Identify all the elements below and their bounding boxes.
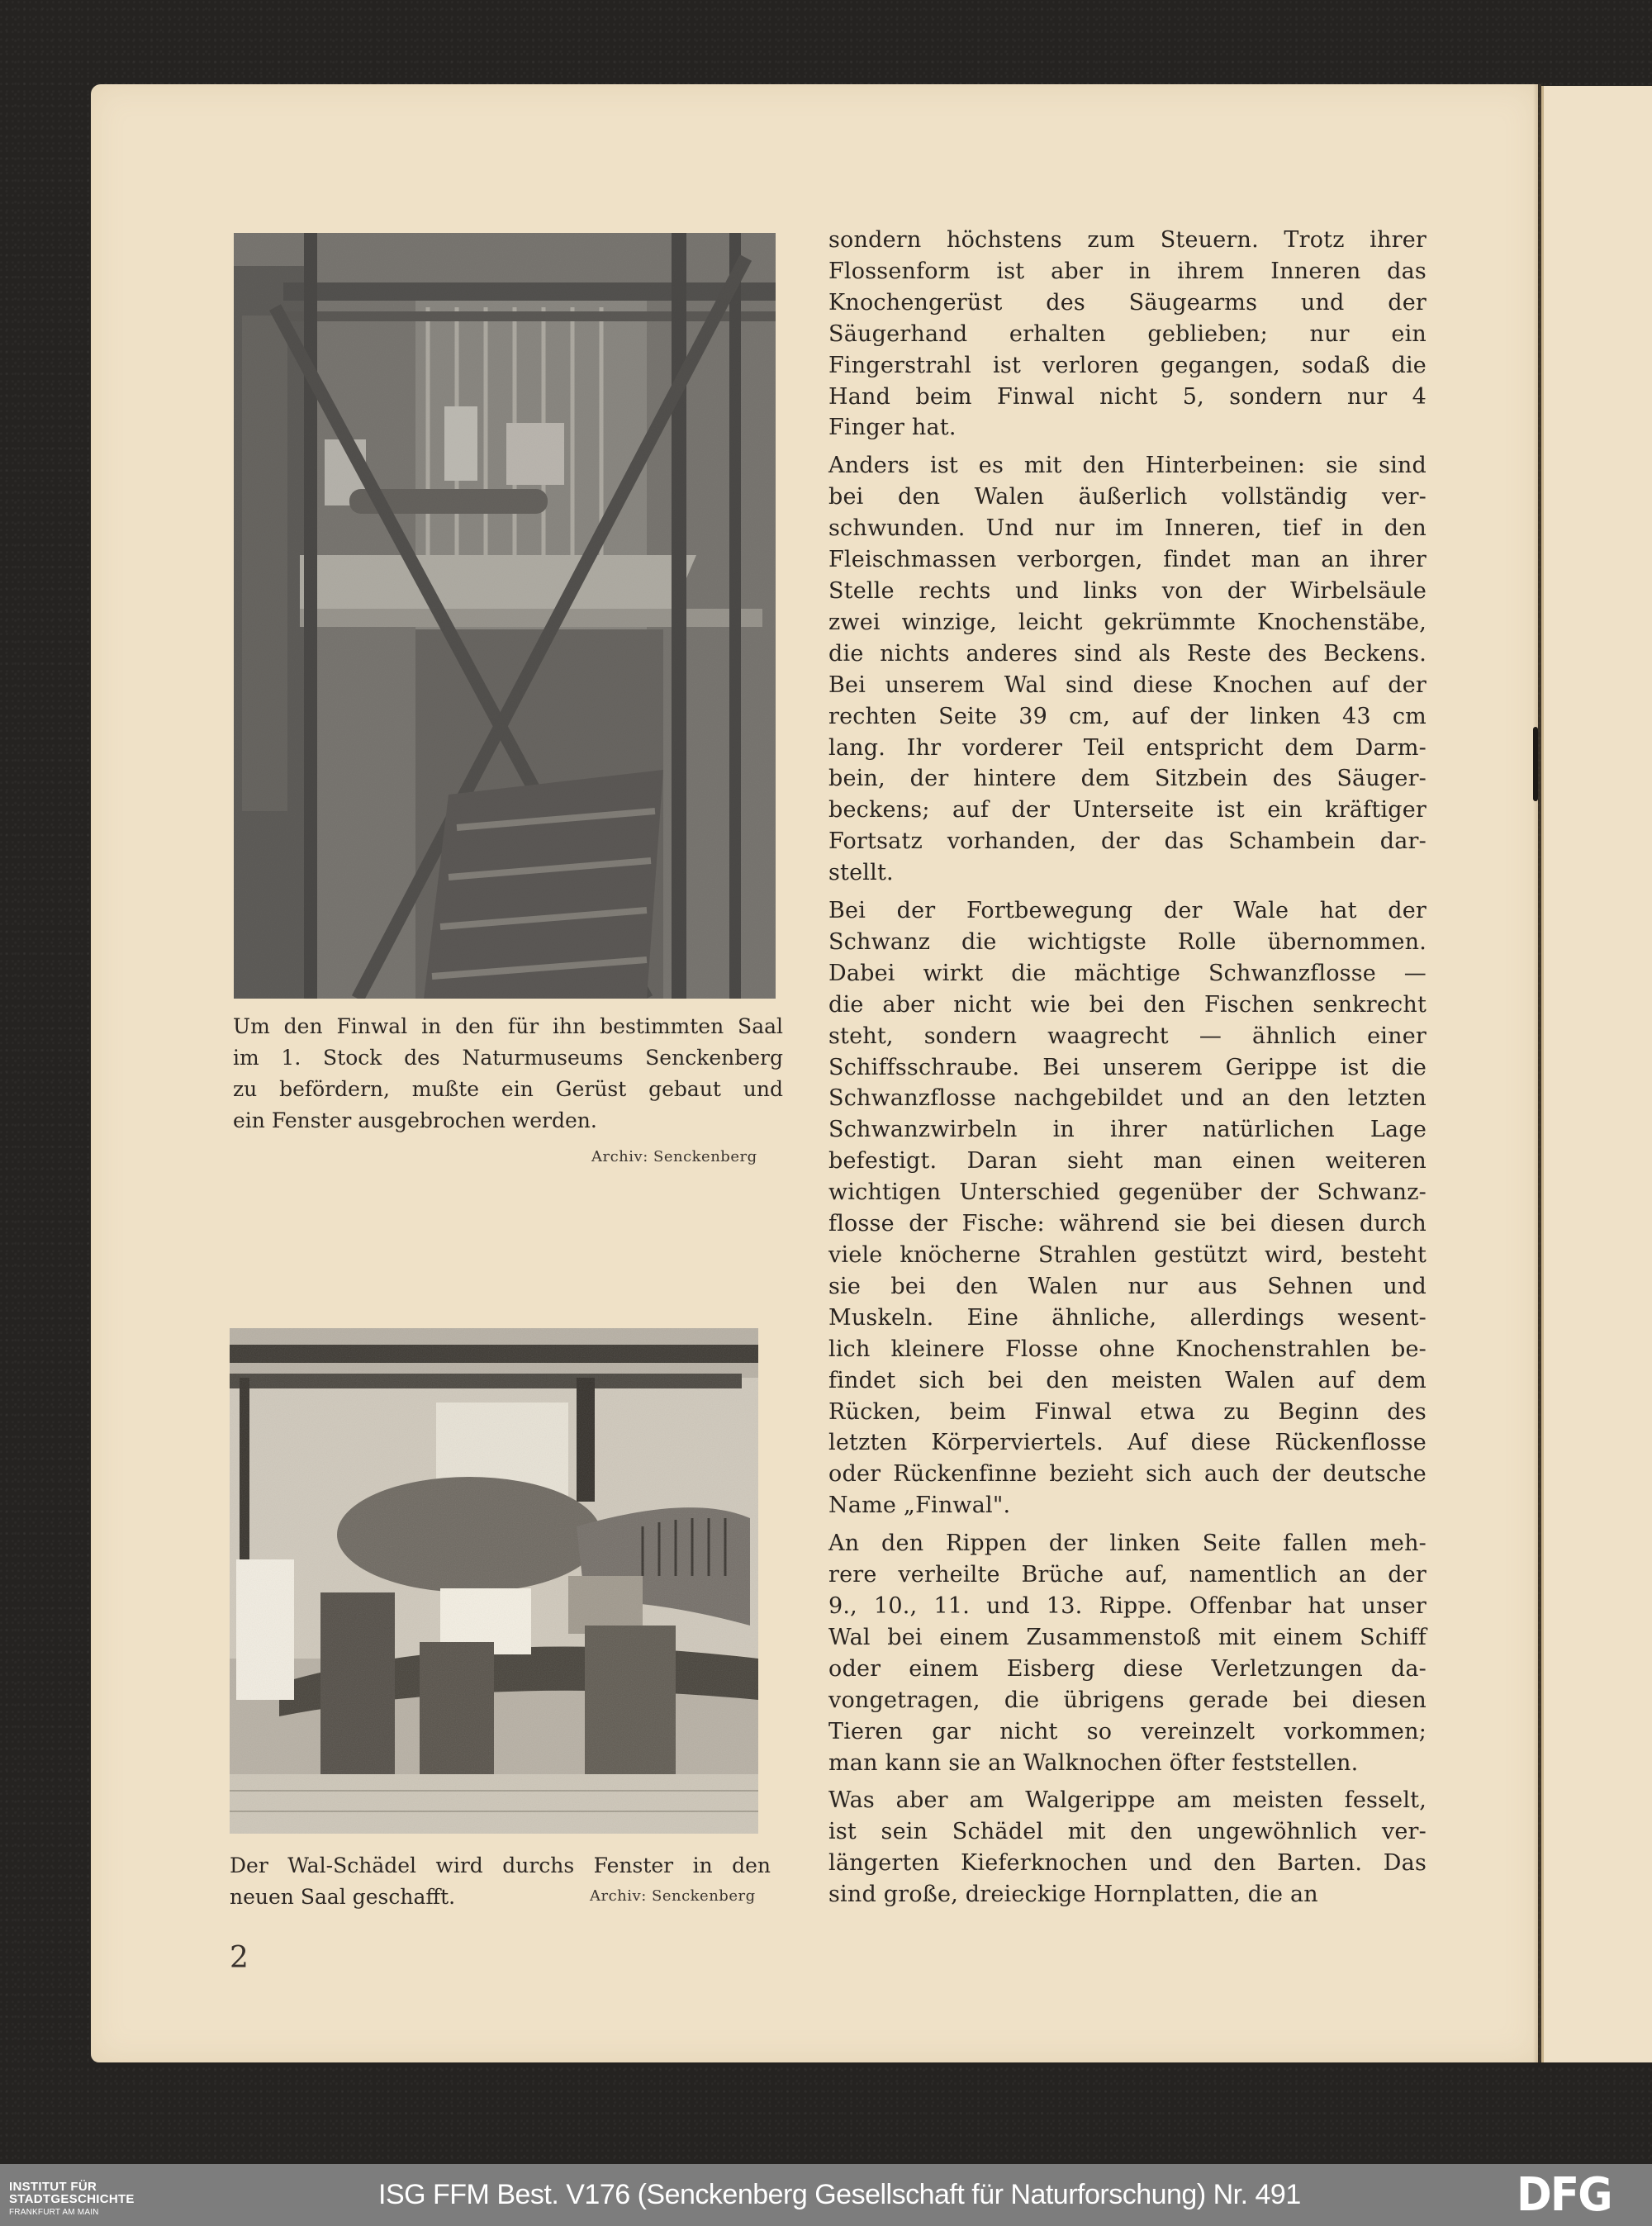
text-line: oder einem Eisberg diese Verletzungen da- bbox=[828, 1655, 1427, 1682]
text-line: Fingerstrahl ist verloren gegangen, sodaß die bbox=[828, 352, 1427, 378]
text-line: Tieren gar nicht so vereinzelt vorkommen; bbox=[828, 1718, 1427, 1744]
facing-page-edge bbox=[1541, 86, 1652, 2062]
photo-whale-skull-illustration bbox=[230, 1328, 758, 1834]
paragraph bbox=[828, 1785, 1427, 1910]
photo-scaffolding-caption bbox=[233, 1011, 783, 1137]
caption-line: ein Fenster ausgebrochen werden. bbox=[233, 1108, 597, 1132]
text-line: Stelle rechts und links von der Wirbelsäule bbox=[828, 577, 1427, 604]
archive-footer-bar bbox=[0, 2164, 1652, 2226]
caption-line: Der Wal-Schädel wird durchs Fenster in den bbox=[230, 1853, 771, 1877]
photo-scaffolding bbox=[234, 233, 776, 999]
text-line: oder Rückenfinne bezieht sich auch der deutsche bbox=[828, 1461, 1427, 1488]
text-line: Bei unserem Wal sind diese Knochen auf der bbox=[828, 672, 1427, 698]
text-line: Wal bei einem Zusammenstoß mit einem Schiff bbox=[828, 1624, 1427, 1650]
text-line: Hand beim Finwal nicht 5, sondern nur 4 bbox=[828, 383, 1427, 410]
text-line: schwunden. Und nur im Inneren, tief in den bbox=[828, 515, 1427, 542]
text-line: letzten Körperviertels. Auf diese Rückenflosse bbox=[828, 1430, 1427, 1456]
text-line: flosse der Fische: während sie bei diesen durch bbox=[828, 1211, 1427, 1237]
text-line: man kann sie an Walknochen öfter feststellen. bbox=[828, 1749, 1359, 1776]
paragraph bbox=[828, 225, 1427, 444]
photo-whale-skull bbox=[230, 1328, 758, 1834]
text-line: Flossenform ist aber in ihrem Inneren das bbox=[828, 258, 1427, 284]
dfg-logo[interactable]: DFG bbox=[1517, 2168, 1612, 2222]
text-line: steht, sondern waagrecht — ähnlich einer bbox=[828, 1023, 1427, 1049]
text-line: die aber nicht wie bei den Fischen senkrecht bbox=[828, 991, 1427, 1018]
text-line: befestigt. Daran sieht man einen weiteren bbox=[828, 1148, 1427, 1175]
text-line: Fortsatz vorhanden, der das Schambein dar- bbox=[828, 828, 1427, 855]
text-line: beckens; auf der Unterseite ist ein kräftiger bbox=[828, 797, 1427, 823]
text-line: Fleischmassen verborgen, findet man an ihrer bbox=[828, 547, 1427, 573]
paragraph bbox=[828, 1528, 1427, 1778]
text-line: Knochengerüst des Säugearms und der bbox=[828, 289, 1427, 316]
text-line: zwei winzige, leicht gekrümmte Knochenstäbe, bbox=[828, 609, 1427, 635]
text-line: An den Rippen der linken Seite fallen meh- bbox=[828, 1531, 1427, 1557]
text-line: lang. Ihr vorderer Teil entspricht dem Darm- bbox=[828, 734, 1427, 761]
text-line: Schiffsschraube. Bei unserem Gerippe ist die bbox=[828, 1054, 1427, 1080]
text-line: Bei der Fortbewegung der Wale hat der bbox=[828, 898, 1427, 924]
text-line: rechten Seite 39 cm, auf der linken 43 cm bbox=[828, 703, 1427, 729]
text-line: Rücken, beim Finwal etwa zu Beginn des bbox=[828, 1398, 1427, 1425]
text-line: rere verheilte Brüche auf, namentlich an der bbox=[828, 1562, 1427, 1588]
text-line: längerten Kieferknochen und den Barten. Das bbox=[828, 1850, 1427, 1877]
photo-scaffolding-credit: Archiv: Senckenberg bbox=[591, 1148, 757, 1165]
text-line: sind große, dreieckige Hornplatten, die an bbox=[828, 1882, 1318, 1908]
text-line: findet sich bei den meisten Walen auf dem bbox=[828, 1367, 1427, 1393]
spine-binding-mark bbox=[1533, 727, 1538, 801]
caption-line: im 1. Stock des Naturmuseums Senckenberg bbox=[233, 1046, 783, 1070]
text-line: sondern höchstens zum Steuern. Trotz ihrer bbox=[828, 227, 1427, 253]
document-reference-title: ISG FFM Best. V176 (Senckenberg Gesellschaft für Naturforschung) Nr. 491 bbox=[378, 2179, 1301, 2210]
text-line: Was aber am Walgerippe am meisten fesselt, bbox=[828, 1787, 1427, 1814]
text-line: lich kleinere Flosse ohne Knochenstrahlen be- bbox=[828, 1336, 1427, 1362]
text-line: Anders ist es mit den Hinterbeinen: sie sind bbox=[828, 453, 1427, 479]
photo-scaffolding-illustration bbox=[234, 233, 776, 999]
paragraph bbox=[828, 895, 1427, 1521]
text-line: Muskeln. Eine ähnliche, allerdings wesent- bbox=[828, 1304, 1427, 1331]
text-line: sie bei den Walen nur aus Sehnen und bbox=[828, 1273, 1427, 1299]
institution-name-line-2: STADTGESCHICHTE bbox=[9, 2192, 135, 2206]
institution-logo[interactable] bbox=[9, 2181, 135, 2219]
text-line: wichtigen Unterschied gegenüber der Schwanz- bbox=[828, 1179, 1427, 1206]
caption-line: zu befördern, mußte ein Gerüst gebaut und bbox=[233, 1077, 783, 1101]
text-line: Schwanzflosse nachgebildet und an den letzten bbox=[828, 1085, 1427, 1112]
text-line: bei den Walen äußerlich vollständig ver- bbox=[828, 484, 1427, 510]
text-line: vongetragen, die übrigens gerade bei diesen bbox=[828, 1687, 1427, 1713]
body-text-column bbox=[828, 225, 1427, 1917]
caption-line: neuen Saal geschafft. bbox=[230, 1885, 456, 1909]
text-line: die nichts anderes sind als Reste des Beckens. bbox=[828, 640, 1427, 667]
caption-line: Um den Finwal in den für ihn bestimmten Saal bbox=[233, 1014, 783, 1038]
text-line: stellt. bbox=[828, 860, 894, 886]
spine-shadow bbox=[1533, 84, 1541, 2062]
text-line: Finger hat. bbox=[828, 415, 957, 441]
text-line: Name „Finwal". bbox=[828, 1493, 1011, 1519]
text-line: Schwanzwirbeln in ihrer natürlichen Lage bbox=[828, 1117, 1427, 1143]
page-number: 2 bbox=[230, 1941, 249, 1975]
text-line: 9., 10., 11. und 13. Rippe. Offenbar hat unser bbox=[828, 1592, 1427, 1619]
text-line: Schwanz die wichtigste Rolle übernommen. bbox=[828, 928, 1427, 955]
paragraph bbox=[828, 450, 1427, 889]
text-line: viele knöcherne Strahlen gestützt wird, besteht bbox=[828, 1242, 1427, 1268]
text-line: Säugerhand erhalten geblieben; nur ein bbox=[828, 320, 1427, 347]
text-line: Dabei wirkt die mächtige Schwanzflosse — bbox=[828, 960, 1427, 986]
text-line: ist sein Schädel mit den ungewöhnlich ver- bbox=[828, 1819, 1427, 1845]
institution-city: FRANKFURT AM MAIN bbox=[9, 2208, 99, 2217]
institution-name-line-1: INSTITUT FÜR bbox=[9, 2180, 97, 2194]
photo-whale-skull-credit: Archiv: Senckenberg bbox=[590, 1887, 756, 1905]
text-line: bein, der hintere dem Sitzbein des Säuger- bbox=[828, 766, 1427, 792]
